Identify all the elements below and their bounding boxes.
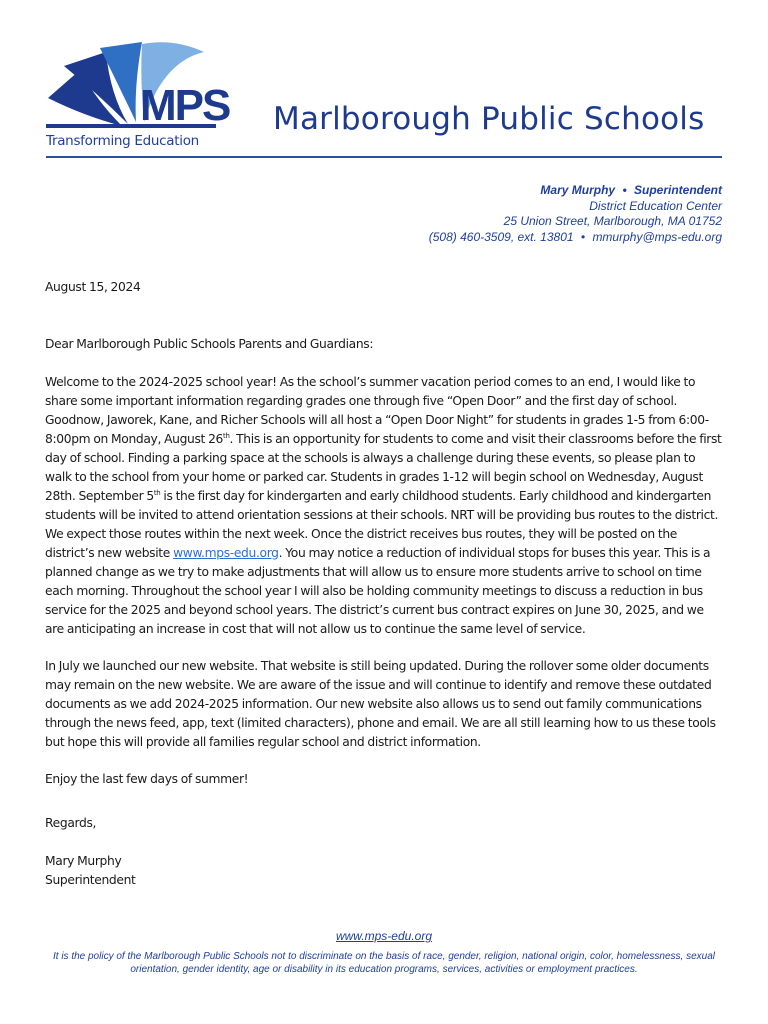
paragraph-text: Welcome to the 2024-2025 school year! As the school’s summer vacation period comes to an end, I would like to share some important information regarding grades one through five “Open Door” and the first day of school. Goodnow, Jaworek, Kane, and Richer Schools will all host a “Open Door Night” for students in grades 1-5 from 6:00-8:00pm on Monday, August 26 (45, 375, 709, 446)
organization-title: Marlborough Public Schools (273, 101, 705, 137)
paragraph-text: . This is an opportunity for students to come and visit their classrooms before the first day of school. Finding a parking space at the schools is always a challenge during these events, so please plan to walk to the school from your home or parked car. Students in grades 1-12 will begin school on Wednesday, August 28th. September 5 (45, 432, 722, 503)
header-divider (46, 156, 722, 158)
letter-date: August 15, 2024 (45, 280, 141, 294)
signature-title: Superintendent (45, 873, 136, 887)
bullet-separator: • (580, 229, 586, 244)
phone-number: (508) 460-3509, ext. 13801 (428, 229, 574, 244)
office-name: District Education Center (589, 198, 722, 213)
website-link[interactable]: www.mps-edu.org (173, 546, 279, 560)
ordinal-suffix: th (223, 431, 230, 440)
email-address[interactable]: mmurphy@mps-edu.org (592, 229, 722, 244)
bullet-separator: • (622, 183, 627, 197)
salutation: Dear Marlborough Public Schools Parents and Guardians: (45, 337, 374, 351)
footer-website-link[interactable]: www.mps-edu.org (335, 929, 433, 943)
letter-body (45, 278, 725, 890)
sender-name: Mary Murphy (540, 183, 616, 197)
paragraph-text: is the first day for kindergarten and early childhood students. Early childhood and kindergarten students will be invited to attend orientation sessions at their schools. NRT will be providing bus routes to the district. We expect those routes within the next week. Once the district receives bus routes, they will be posted on the district’s new website (45, 489, 719, 560)
paragraph-website: In July we launched our new website. That website is still being updated. During the rollover some older documents may remain on the new website. We are aware of the issue and will continue to identify and remove these outdated documents as we add 2024-2025 information. Our new website also allows us to send out family communications through the news feed, app, text (limited characters), phone and email. We are all still learning how to us these tools but hope this will provide all families regular school and district information. (45, 659, 716, 749)
svg-text:MPS: MPS (140, 81, 230, 130)
regards: Regards, (45, 816, 97, 830)
contact-line (429, 230, 722, 246)
footer-website (0, 929, 768, 943)
logo-tagline: Transforming Education (46, 133, 199, 149)
sender-title: Superintendent (633, 183, 722, 197)
closing-line: Enjoy the last few days of summer! (45, 772, 249, 786)
non-discrimination-policy: It is the policy of the Marlborough Public Schools not to discriminate on the basis of race, gender, religion, national origin, color, homelessness, sexual orientation, gender identity, age or disability in its education programs, services, activities or employment practices. (52, 951, 716, 975)
paragraph-text: . You may notice a reduction of individual stops for buses this year. This is a planned change as we try to make adjustments that will allow us to ensure more students arrive to school on time each morning. Throughout the school year I will also be holding community meetings to discuss a reduction in bus service for the 2025 and beyond school years. The district’s current bus contract expires on June 30, 2025, and we are anticipating an increase in cost that will not allow us to continue the same level of service. (45, 546, 711, 636)
sender-line (429, 183, 722, 199)
mps-logo (44, 40, 230, 158)
contact-block (429, 183, 722, 245)
paragraph-welcome (45, 373, 725, 639)
office-address: 25 Union Street, Marlborough, MA 01752 (503, 214, 722, 228)
signature-name: Mary Murphy (45, 854, 122, 868)
open-book-logo-icon (44, 40, 230, 134)
ordinal-suffix: th (153, 488, 161, 497)
